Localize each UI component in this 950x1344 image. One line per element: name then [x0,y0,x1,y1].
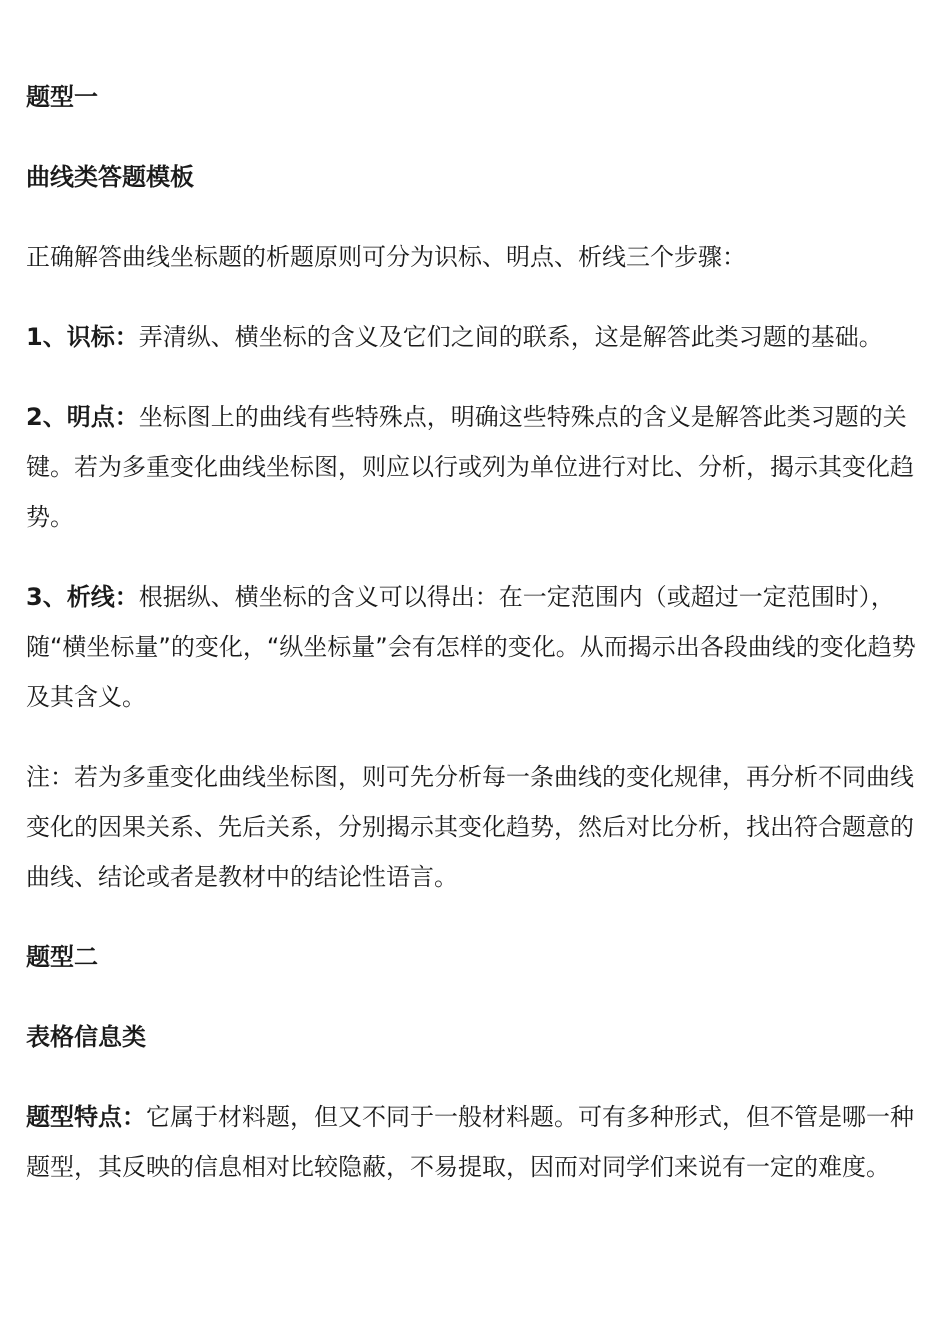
step-points [26,392,926,542]
section2-feature [26,1092,926,1192]
section2-type-label: 题型二 [26,943,98,971]
step-identify [26,312,926,362]
step-points-label: 2、明点： [26,403,139,431]
step-analyze [26,572,926,722]
section1-note: 注：若为多重变化曲线坐标图，则可先分析每一条曲线的变化规律，再分析不同曲线变化的因果关系、先后关系，分别揭示其变化趋势，然后对比分析，找出符合题意的曲线、结论或者是教材中的结论性语言。 [26,763,914,891]
section1-type-label: 题型一 [26,83,98,111]
step-analyze-label: 3、析线： [26,583,139,611]
section1-intro: 正确解答曲线坐标题的析题原则可分为识标、明点、析线三个步骤： [26,243,746,271]
section2-title: 表格信息类 [26,1023,146,1051]
step-identify-text: 弄清纵、横坐标的含义及它们之间的联系，这是解答此类习题的基础。 [138,323,883,351]
section2-feature-label: 题型特点： [26,1103,146,1131]
article-body [26,72,926,1222]
step-points-text: 坐标图上的曲线有些特殊点，明确这些特殊点的含义是解答此类习题的关键。若为多重变化曲线坐标图，则应以行或列为单位进行对比、分析，揭示其变化趋势。 [26,403,914,531]
step-analyze-text: 根据纵、横坐标的含义可以得出：在一定范围内（或超过一定范围时），随“横坐标量”的变化，“纵坐标量”会有怎样的变化。从而揭示出各段曲线的变化趋势及其含义。 [26,583,916,711]
section1-title: 曲线类答题模板 [26,163,194,191]
step-identify-label: 1、识标： [26,323,139,351]
section2-feature-text: 它属于材料题，但又不同于一般材料题。可有多种形式，但不管是哪一种题型，其反映的信息相对比较隐蔽，不易提取，因而对同学们来说有一定的难度。 [26,1103,914,1181]
